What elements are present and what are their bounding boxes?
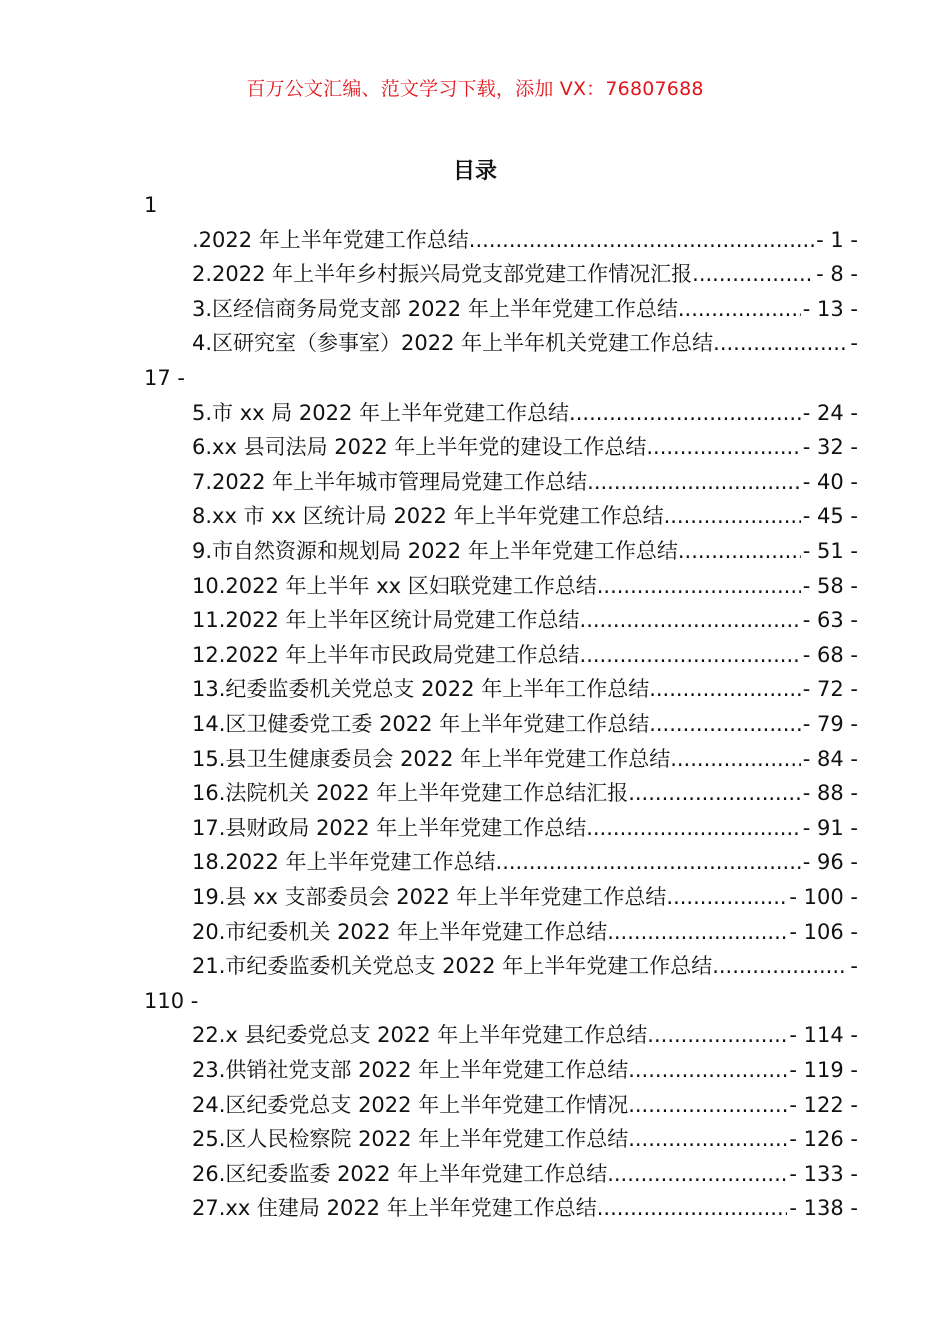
toc-entry[interactable] xyxy=(192,1018,858,1052)
toc-entry[interactable] xyxy=(192,776,858,810)
toc-entry-page: - 68 - xyxy=(802,642,858,667)
toc-entry-page: - 79 - xyxy=(802,712,858,736)
toc-entry-title: 13.纪委监委机关党总支 2022 年上半年工作总结 xyxy=(192,677,650,702)
toc-leader-dots xyxy=(587,465,801,499)
toc-leader-dots xyxy=(647,1018,787,1052)
toc-entry-title: 24.区纪委党总支 2022 年上半年党建工作情况 xyxy=(192,1092,629,1117)
toc-entry[interactable] xyxy=(192,603,858,637)
toc-entry[interactable] xyxy=(192,1191,858,1225)
toc-entry-page: - 91 - xyxy=(802,815,858,840)
toc-entry[interactable] xyxy=(192,1157,858,1191)
toc-entry-title: 23.供销社党支部 2022 年上半年党建工作总结 xyxy=(192,1058,629,1082)
toc-entry-page: - xyxy=(850,954,858,979)
toc-entry-title: 5.市 xx 局 2022 年上半年党建工作总结 xyxy=(192,400,570,425)
toc-entry-page: - 138 - xyxy=(789,1196,858,1221)
toc-entry[interactable] xyxy=(192,292,858,326)
toc-entry-page-continued: 17 - xyxy=(144,366,185,390)
toc-entry[interactable] xyxy=(192,1053,858,1087)
toc-leader-dots xyxy=(713,326,848,360)
toc-entry-title: 10.2022 年上半年 xx 区妇联党建工作总结 xyxy=(192,573,597,598)
toc-entry-title: 11.2022 年上半年区统计局党建工作总结 xyxy=(192,608,580,633)
toc-entry[interactable] xyxy=(192,326,858,360)
toc-entry-page: - 63 - xyxy=(802,608,858,633)
toc-leader-dots xyxy=(569,396,801,430)
toc-leader-dots xyxy=(597,1191,788,1225)
toc-leader-dots xyxy=(628,1053,787,1087)
header-banner: 百万公文汇编、范文学习下载，添加 VX：76807688 xyxy=(246,78,704,100)
toc-entry-title: 9.市自然资源和规划局 2022 年上半年党建工作总结 xyxy=(192,539,678,563)
toc-entry-title: 3.区经信商务局党支部 2022 年上半年党建工作总结 xyxy=(192,296,678,321)
toc-entry-page-continued: 110 - xyxy=(144,988,199,1013)
toc-entry[interactable] xyxy=(192,534,858,568)
toc-entry-page: - 96 - xyxy=(802,850,858,875)
toc-entry-page: - 106 - xyxy=(789,919,858,944)
toc-entry-page: - 114 - xyxy=(789,1023,858,1048)
toc-entry-page: - 84 - xyxy=(802,746,858,771)
toc-entry-title: 17.县财政局 2022 年上半年党建工作总结 xyxy=(192,815,587,840)
toc-entry[interactable] xyxy=(192,638,858,672)
toc-leader-dots xyxy=(580,603,801,637)
toc-entry-page: - 122 - xyxy=(789,1092,858,1117)
toc-entry-page: - 51 - xyxy=(802,539,858,563)
toc-entry-title: 16.法院机关 2022 年上半年党建工作总结汇报 xyxy=(192,781,629,806)
toc-entry-page: - 45 - xyxy=(802,504,858,529)
toc-title: 目录 xyxy=(452,159,497,184)
toc-entry-title: 20.市纪委机关 2022 年上半年党建工作总结 xyxy=(192,919,608,944)
toc-entry[interactable] xyxy=(192,1088,858,1122)
toc-entry-page: - 88 - xyxy=(802,781,858,806)
toc-entry-page: - 72 - xyxy=(802,677,858,702)
toc-entry-page: - 126 - xyxy=(789,1127,858,1152)
toc-entry-title: 8.xx 市 xx 区统计局 2022 年上半年党建工作总结 xyxy=(192,504,664,529)
toc-leader-dots xyxy=(580,638,801,672)
toc-entry[interactable] xyxy=(192,257,858,291)
toc-entry[interactable] xyxy=(192,223,858,257)
toc-leader-dots xyxy=(649,707,801,741)
toc-leader-dots xyxy=(664,499,801,533)
toc-leader-dots xyxy=(496,845,801,879)
toc-entry[interactable] xyxy=(192,880,858,914)
toc-entry-page: - 133 - xyxy=(789,1161,858,1186)
toc-entry-title: 15.县卫生健康委员会 2022 年上半年党建工作总结 xyxy=(192,746,671,771)
toc-entry-page: - 100 - xyxy=(789,885,858,909)
toc-entry-title: 18.2022 年上半年党建工作总结 xyxy=(192,850,496,875)
toc-leader-dots xyxy=(607,915,787,949)
toc-entry[interactable] xyxy=(192,396,858,430)
toc-entry-title: 27.xx 住建局 2022 年上半年党建工作总结 xyxy=(192,1196,597,1221)
toc-entry-title: 19.县 xx 支部委员会 2022 年上半年党建工作总结 xyxy=(192,885,667,909)
toc-entry[interactable] xyxy=(192,845,858,879)
toc-entry-title: 6.xx 县司法局 2022 年上半年党的建设工作总结 xyxy=(192,435,647,460)
toc-entry-title: 26.区纪委监委 2022 年上半年党建工作总结 xyxy=(192,1161,608,1186)
toc-leader-dots xyxy=(712,949,848,983)
toc-leader-dots xyxy=(628,1122,787,1156)
toc-entry-page: - 24 - xyxy=(802,400,858,425)
toc-entry[interactable] xyxy=(192,672,858,706)
toc-leader-dots xyxy=(597,569,801,603)
toc-entry-page: - 8 - xyxy=(816,262,858,287)
toc-entry-title: 14.区卫健委党工委 2022 年上半年党建工作总结 xyxy=(192,712,650,736)
toc-entry-page: - 32 - xyxy=(802,435,858,460)
toc-leader-dots xyxy=(628,1088,787,1122)
toc-entry[interactable] xyxy=(192,949,858,983)
toc-entry-title: .2022 年上半年党建工作总结 xyxy=(192,227,469,252)
toc-entry-title: 22.x 县纪委党总支 2022 年上半年党建工作总结 xyxy=(192,1023,648,1048)
toc-entry[interactable] xyxy=(192,742,858,776)
toc-leader-dots xyxy=(469,223,814,257)
toc-entry-page: - 119 - xyxy=(789,1058,858,1082)
toc-leader-dots xyxy=(670,742,801,776)
toc-entry-page: - 40 - xyxy=(802,469,858,494)
toc-entry-page: - xyxy=(850,331,858,356)
toc-entry-title: 21.市纪委监委机关党总支 2022 年上半年党建工作总结 xyxy=(192,954,713,979)
toc-leader-dots xyxy=(678,534,801,568)
toc-entry[interactable] xyxy=(192,915,858,949)
toc-entry[interactable] xyxy=(192,499,858,533)
toc-entry-page: - 58 - xyxy=(802,573,858,598)
toc-leader-dots xyxy=(692,257,814,291)
toc-entry-page: - 13 - xyxy=(802,296,858,321)
toc-entry[interactable] xyxy=(192,569,858,603)
toc-leader-dots xyxy=(646,430,800,464)
toc-entry[interactable] xyxy=(192,430,858,464)
toc-entry[interactable] xyxy=(192,1122,858,1156)
toc-entry[interactable] xyxy=(192,707,858,741)
toc-entry-title: 2.2022 年上半年乡村振兴局党支部党建工作情况汇报 xyxy=(192,262,693,287)
toc-leader-dots xyxy=(586,811,801,845)
toc-leader-dots xyxy=(666,880,787,914)
toc-entry[interactable] xyxy=(192,811,858,845)
toc-leader-dots xyxy=(607,1157,787,1191)
toc-entry-page: - 1 - xyxy=(816,227,858,252)
toc-entry-title: 4.区研究室（参事室）2022 年上半年机关党建工作总结 xyxy=(192,331,714,356)
toc-entry-title: 25.区人民检察院 2022 年上半年党建工作总结 xyxy=(192,1127,629,1152)
toc-leader-dots xyxy=(649,672,801,706)
toc-entry[interactable] xyxy=(192,465,858,499)
toc-entry-title: 12.2022 年上半年市民政局党建工作总结 xyxy=(192,642,580,667)
toc-leader-dots xyxy=(628,776,801,810)
toc-lead-number: 1 xyxy=(144,193,158,217)
toc-leader-dots xyxy=(678,292,801,326)
toc-entry-title: 7.2022 年上半年城市管理局党建工作总结 xyxy=(192,469,588,494)
